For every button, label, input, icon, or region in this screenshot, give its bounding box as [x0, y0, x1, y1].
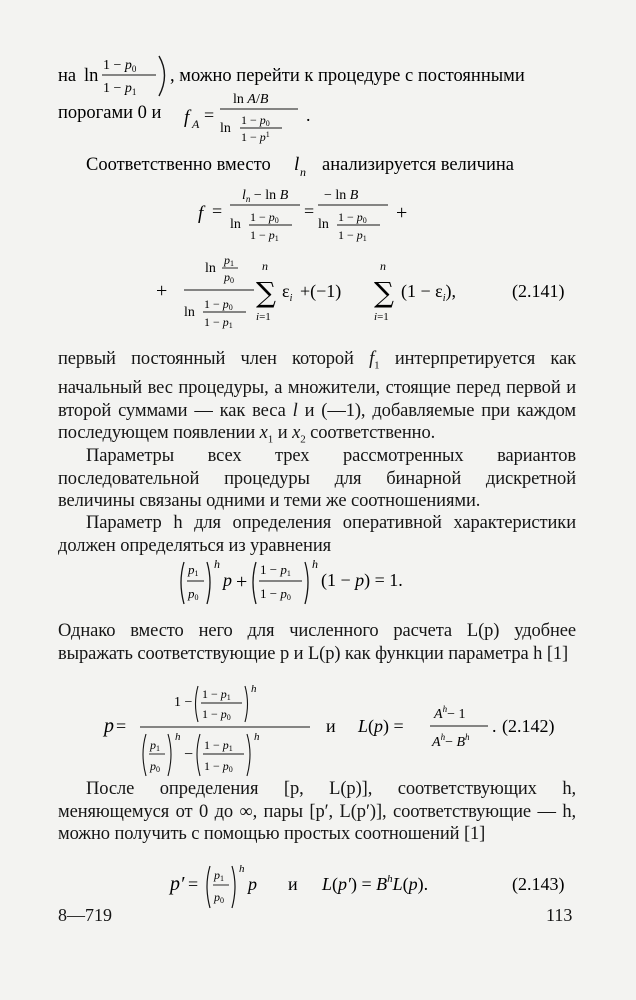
p-and-Lp-formulas — [100, 680, 580, 790]
svg-text:A: A — [192, 117, 200, 131]
f-definition-equation — [190, 183, 430, 252]
svg-text:1 − p1: 1 − p1 — [204, 738, 233, 753]
svg-text:−: − — [184, 746, 194, 763]
svg-text:+(−1): +(−1) — [300, 281, 342, 301]
svg-text:анализируется величина: анализируется величина — [322, 155, 514, 175]
svg-text:p0: p0 — [224, 270, 234, 285]
svg-text:ln: ln — [205, 261, 216, 276]
svg-text:+: + — [236, 571, 248, 593]
svg-text:f: f — [198, 203, 204, 224]
svg-text:+: + — [396, 202, 408, 224]
svg-text:∑: ∑ — [374, 276, 394, 309]
svg-text:1 − p0: 1 − p0 — [241, 113, 270, 128]
svg-text:1 − p1: 1 − p1 — [338, 228, 367, 243]
svg-text:εi: $\varepsilon_i$ — [282, 281, 293, 304]
svg-text:ln − ln B: $l_n - \ln B$ — [242, 188, 289, 204]
svg-text:1 − p1: $1 - p_1$ — [103, 81, 137, 97]
svg-text:1 − p0: $1 - p_0$ — [103, 58, 137, 74]
svg-text:p1: p1 — [188, 562, 199, 578]
svg-text:ln: ln — [230, 217, 241, 232]
svg-text:Соответственно вместо: Соответственно вместо — [86, 155, 271, 175]
svg-text:p0: p0 — [214, 890, 224, 905]
svg-text:=: = — [188, 874, 199, 894]
svg-text:=: = — [204, 105, 215, 125]
equation-number-2-141: (2.141) — [512, 281, 565, 301]
printer-signature: 8—719 — [58, 905, 112, 925]
paragraph-3: Параметр h для определения оперативной характеристики должен определяться из уравнения — [58, 513, 576, 556]
svg-text:=: = — [212, 201, 223, 221]
svg-text:p0: p0 — [150, 759, 160, 774]
intro-line-2 — [58, 90, 378, 155]
svg-text:=: = — [304, 201, 315, 221]
f-equation-part2 — [150, 252, 580, 338]
ln-variable-line — [86, 150, 546, 186]
svg-text:1 − p0: 1 − p0 — [204, 759, 233, 774]
svg-text:1 − p0: 1 − p0 — [202, 707, 231, 722]
svg-text:h: h — [239, 863, 245, 875]
svg-text:, можно перейти к процедуре с: , можно перейти к процедуре с постоянными — [170, 66, 525, 86]
svg-text:(1 − εi),: $(1 - \varepsilon_i)$, — [401, 281, 456, 304]
svg-text:=: = — [116, 716, 127, 736]
svg-text:n: n — [300, 165, 306, 179]
svg-text:.: . — [306, 105, 311, 125]
svg-text:Ah− Bh: $A^h- B^h$ — [432, 732, 470, 750]
svg-text:ln: ln — [84, 66, 99, 86]
svg-text:1 − p0: 1 − p0 — [338, 210, 367, 225]
svg-text:на: на — [58, 66, 77, 86]
svg-text:(1 − p) = 1.: (1 − p) = 1. — [321, 570, 403, 590]
paragraph-5: После определения [p, L(p)], соответствующих h, меняющемуся от 0 до ∞, пары [p′, L(p′)], соответствующие — h, можно получить с помощью простых соотношений [1] — [58, 779, 576, 844]
svg-text:и: и — [288, 874, 298, 894]
svg-text:1 − p0: 1 − p0 — [250, 210, 279, 225]
svg-text:n: n — [380, 259, 386, 273]
equation-2-143 — [168, 860, 588, 919]
svg-text:L(p) =: L(p) = — [358, 716, 404, 736]
svg-text:p: p — [223, 570, 232, 590]
svg-text:1 − p0: 1 − p0 — [260, 586, 291, 602]
svg-text:ln: ln — [318, 217, 329, 232]
svg-text:+: + — [156, 280, 168, 302]
svg-text:1 − p1: $1 - p^1$ — [241, 130, 270, 144]
svg-text:i=1: i=1 — [256, 311, 271, 323]
svg-text:Ah− 1: $A^h- 1$ — [434, 704, 466, 722]
svg-text:i=1: i=1 — [374, 311, 389, 323]
paragraph-2: Параметры всех трех рассмотренных вариантов последовательной процедуры для бинарной дискретной величины связаны одними и теми же соотношениями. — [58, 446, 576, 511]
fa-formula — [58, 90, 378, 150]
page-number: 113 — [546, 905, 573, 925]
svg-text:h: h — [312, 557, 318, 571]
f-equation-part1 — [190, 183, 430, 247]
svg-text:L(p′) = BhL(p).: $L(p') = B^hL(p)$. — [322, 873, 429, 894]
svg-text:ln: ln — [220, 121, 231, 136]
svg-text:и: и — [326, 716, 336, 736]
h-equation — [178, 556, 478, 617]
h-equation-svg — [178, 556, 478, 612]
svg-text:порогами 0 и: порогами 0 и — [58, 103, 162, 123]
svg-text:1 − p1: 1 − p1 — [204, 315, 233, 330]
svg-text:1 − p1: 1 − p1 — [250, 228, 279, 243]
paragraph-1: первый постоянный член которой $f_1$ интерпретируется как начальный вес процедуры, а множители, стоящие перед первой и второй суммами — как веса l и (—1), добавляемые при каждом последующем появлении $x_1$ и $x_2$ соответственно. — [58, 349, 577, 446]
svg-text:p′: p′ — [170, 873, 185, 895]
svg-text:h: h — [251, 683, 257, 695]
svg-text:1 −: 1 − — [174, 695, 193, 710]
svg-text:p0: p0 — [188, 586, 199, 602]
svg-text:p1: p1 — [150, 738, 160, 753]
p-prime-formula — [168, 860, 588, 914]
svg-text:1 − p1: 1 − p1 — [260, 562, 291, 578]
svg-text:p: p — [104, 715, 114, 737]
equation-2-141 — [150, 252, 580, 343]
svg-text:p: p — [248, 874, 257, 894]
equation-number-2-143: (2.143) — [512, 874, 565, 894]
svg-text:l: l — [294, 154, 300, 175]
svg-text:n: n — [262, 259, 268, 273]
paragraph-4: Однако вместо него для численного расчета L(p) удобнее выражать соответствующие p и L(p) как функции параметра h [1] — [58, 621, 576, 664]
svg-text:p1: p1 — [224, 253, 234, 268]
svg-text:h: h — [214, 557, 220, 571]
svg-text:f: f — [184, 107, 190, 128]
svg-text:1 − p0: 1 − p0 — [204, 297, 233, 312]
svg-text:1 − p1: 1 − p1 — [202, 687, 231, 702]
svg-text:p1: p1 — [214, 868, 224, 883]
svg-text:.: . — [492, 716, 497, 736]
svg-text:− ln B: − ln B — [324, 188, 359, 203]
svg-text:ln A/B: ln A/B — [233, 92, 269, 107]
equation-number-2-142: (2.142) — [502, 716, 555, 736]
svg-text:ln: ln — [184, 305, 195, 320]
svg-text:∑: ∑ — [256, 276, 276, 309]
svg-text:h: h — [175, 731, 181, 743]
svg-text:h: h — [254, 731, 260, 743]
